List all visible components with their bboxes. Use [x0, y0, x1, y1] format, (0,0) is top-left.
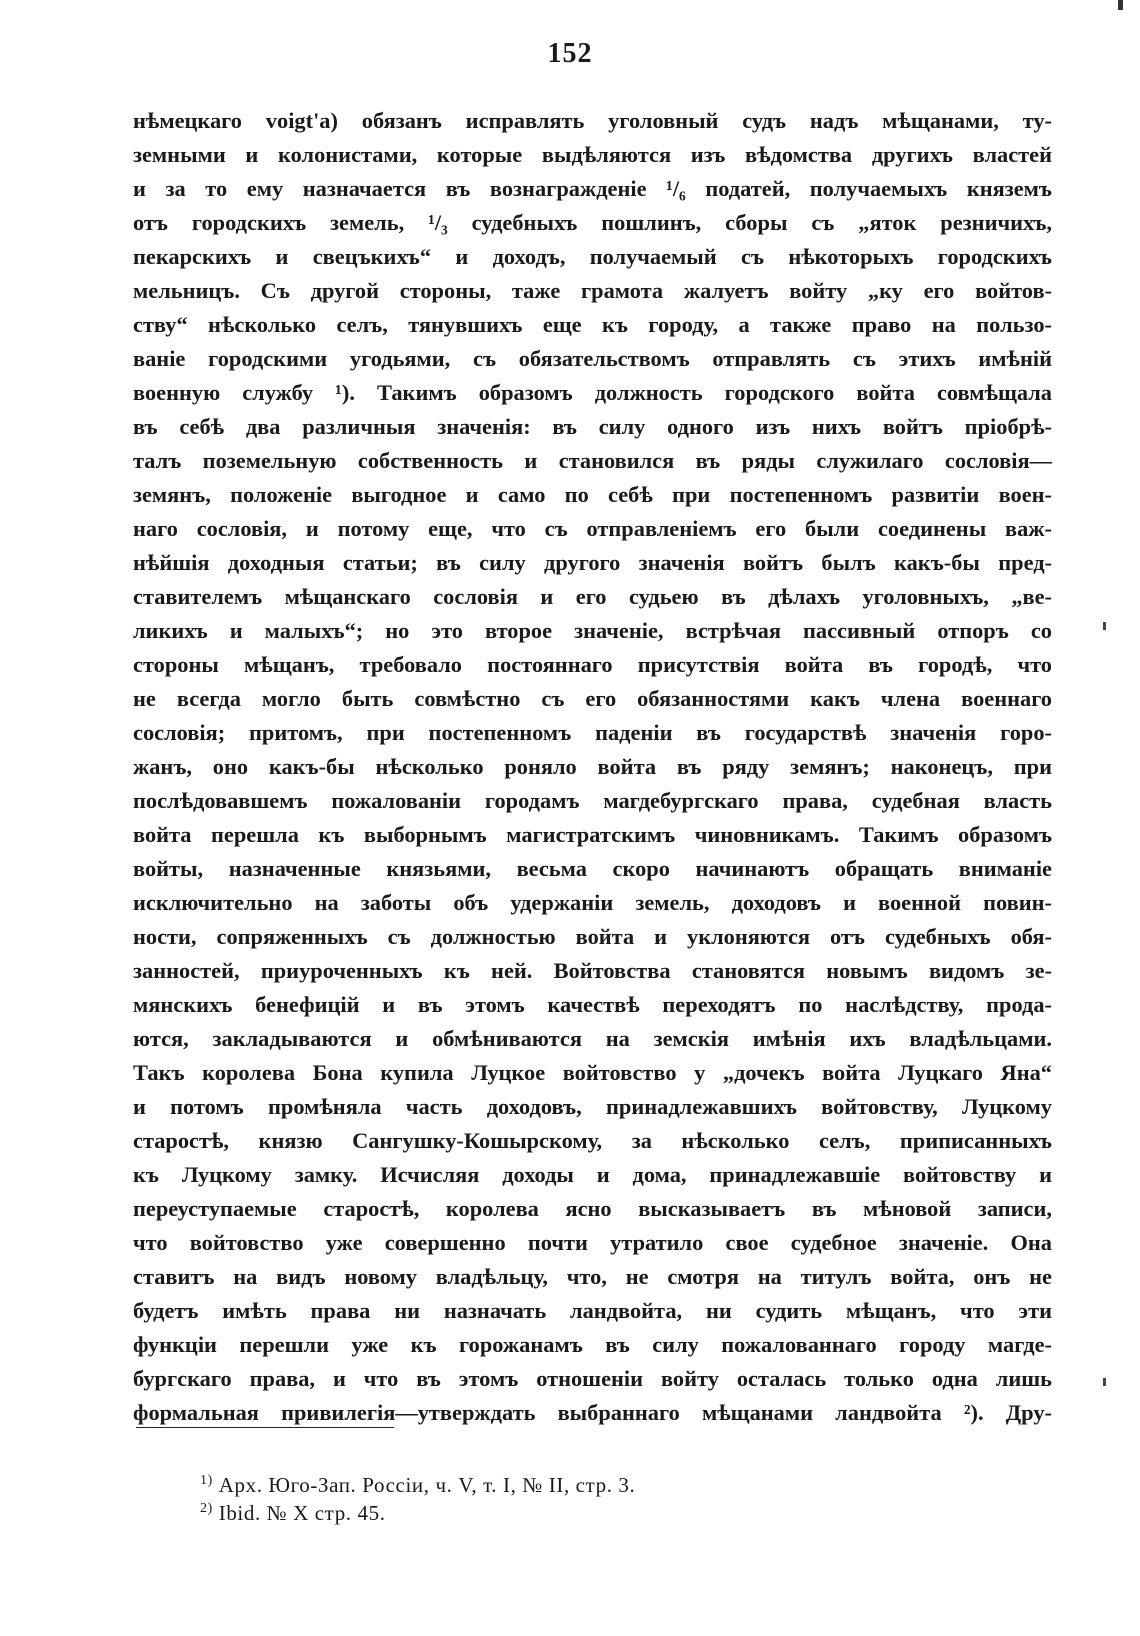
footnote-mark: 1) — [200, 1473, 213, 1488]
footnotes — [200, 1471, 900, 1527]
footnote-mark: 2) — [200, 1501, 213, 1516]
text-line: стороны мѣщанъ, требовало постояннаго присутствія войта въ городѣ, что — [133, 652, 1052, 677]
scan-speck — [1103, 622, 1106, 630]
text-line: переуступаемые старостѣ, королева ясно высказываетъ въ мѣновой записи, — [133, 1196, 1052, 1221]
text-line: сословія; притомъ, при постепенномъ паденіи въ государствѣ значенія горо- — [133, 720, 1052, 745]
text-line: къ Луцкому замку. Исчисляя доходы и дома, принадлежавшіе войтовству и — [133, 1162, 1052, 1187]
text-line: ности, сопряженныхъ съ должностью войта и уклоняются отъ судебныхъ обя- — [133, 924, 1052, 949]
text-line: ваніе городскими угодьями, съ обязательствомъ отправлять съ этихъ имѣній — [133, 346, 1052, 371]
text-line: земными и колонистами, которые выдѣляются изъ вѣдомства другихъ властей — [133, 142, 1052, 167]
body-text — [133, 104, 1052, 1430]
text-line: въ себѣ два различныя значенія: въ силу одного изъ нихъ войтъ пріобрѣ- — [133, 414, 1052, 439]
text-line: послѣдовавшемъ пожалованіи городамъ магдебургскаго права, судебная власть — [133, 788, 1052, 813]
footnote-item — [200, 1499, 900, 1527]
footnote-separator — [136, 1427, 394, 1428]
text-line: талъ поземельную собственность и становился въ ряды служилаго сословія— — [133, 448, 1052, 473]
text-line: наго сословія, и потому еще, что съ отправленіемъ его были соединены важ- — [133, 516, 1052, 541]
footnote-text: Ibid. № X стр. 45. — [212, 1501, 386, 1525]
text-line: военную службу ¹). Такимъ образомъ должность городского войта совмѣщала — [133, 380, 1052, 405]
text-line: ликихъ и малыхъ“; но это второе значеніе, встрѣчая пассивный отпоръ со — [133, 618, 1052, 643]
text-line: и потомъ промѣняла часть доходовъ, принадлежавшихъ войтовству, Луцкому — [133, 1094, 1052, 1119]
text-line: функціи перешли уже къ горожанамъ въ силу пожалованнаго городу магде- — [133, 1332, 1052, 1357]
page-number: 152 — [547, 38, 593, 69]
text-line: нѣмецкаго voigt'a) обязанъ исправлять уголовный судъ надъ мѣщанами, ту- — [133, 108, 1052, 133]
text-line: мянскихъ бенефицій и въ этомъ качествѣ переходятъ по наслѣдству, прода- — [133, 992, 1052, 1017]
text-line: что войтовство уже совершенно почти утратило свое судебное значеніе. Она — [133, 1230, 1052, 1255]
text-line: исключительно на заботы объ удержаніи земель, доходовъ и военной повин- — [133, 890, 1052, 915]
text-line: формальная привилегія—утверждать выбраннаго мѣщанами ландвойта ²). Дру- — [133, 1400, 1052, 1425]
footnote-text: Арх. Юго-Зап. Россіи, ч. V, т. I, № II, стр. 3. — [212, 1473, 636, 1497]
text-line: ются, закладываются и обмѣниваются на земскія имѣнія ихъ владѣльцами. — [133, 1026, 1052, 1051]
text-line: жанъ, оно какъ-бы нѣсколько роняло войта въ ряду земянъ; наконецъ, при — [133, 754, 1052, 779]
text-line: войты, назначенные князьями, весьма скоро начинаютъ обращать вниманіе — [133, 856, 1052, 881]
text-line: ставителемъ мѣщанскаго сословія и его судьею въ дѣлахъ уголовныхъ, „ве- — [133, 584, 1052, 609]
scan-edge-mark — [1118, 0, 1123, 10]
text-line: ству“ нѣсколько селъ, тянувшихъ еще къ городу, а также право на пользо- — [133, 312, 1052, 337]
text-line: не всегда могло быть совмѣстно съ его обязанностями какъ члена военнаго — [133, 686, 1052, 711]
text-line: Такъ королева Бона купила Луцкое войтовство у „дочекъ войта Луцкаго Яна“ — [133, 1060, 1052, 1085]
text-line: земянъ, положеніе выгодное и само по себѣ при постепенномъ развитіи воен- — [133, 482, 1052, 507]
text-line: мельницъ. Съ другой стороны, таже грамота жалуетъ войту „ку его войтов- — [133, 278, 1052, 303]
text-line: ставитъ на видъ новому владѣльцу, что, не смотря на титулъ войта, онъ не — [133, 1264, 1052, 1289]
text-line: занностей, приуроченныхъ къ ней. Войтовства становятся новымъ видомъ зе- — [133, 958, 1052, 983]
text-line: старостѣ, князю Сангушку-Кошырскому, за нѣсколько селъ, приписанныхъ — [133, 1128, 1052, 1153]
text-line: и за то ему назначается въ вознагражденіе ¹/₆ податей, получаемыхъ княземъ — [133, 176, 1052, 201]
text-line: бургскаго права, и что въ этомъ отношеніи войту осталась только одна лишь — [133, 1366, 1052, 1391]
text-line: будетъ имѣть права ни назначать ландвойта, ни судить мѣщанъ, что эти — [133, 1298, 1052, 1323]
scan-speck — [1103, 1378, 1106, 1386]
text-line: нѣйшія доходныя статьи; въ силу другого значенія войтъ былъ какъ-бы пред- — [133, 550, 1052, 575]
text-line: пекарскихъ и свецъкихъ“ и доходъ, получаемый съ нѣкоторыхъ городскихъ — [133, 244, 1052, 269]
footnote-item — [200, 1471, 900, 1499]
text-line: войта перешла къ выборнымъ магистратскимъ чиновникамъ. Такимъ образомъ — [133, 822, 1052, 847]
text-line: отъ городскихъ земель, ¹/₃ судебныхъ пошлинъ, сборы съ „яток резничихъ, — [133, 210, 1052, 235]
